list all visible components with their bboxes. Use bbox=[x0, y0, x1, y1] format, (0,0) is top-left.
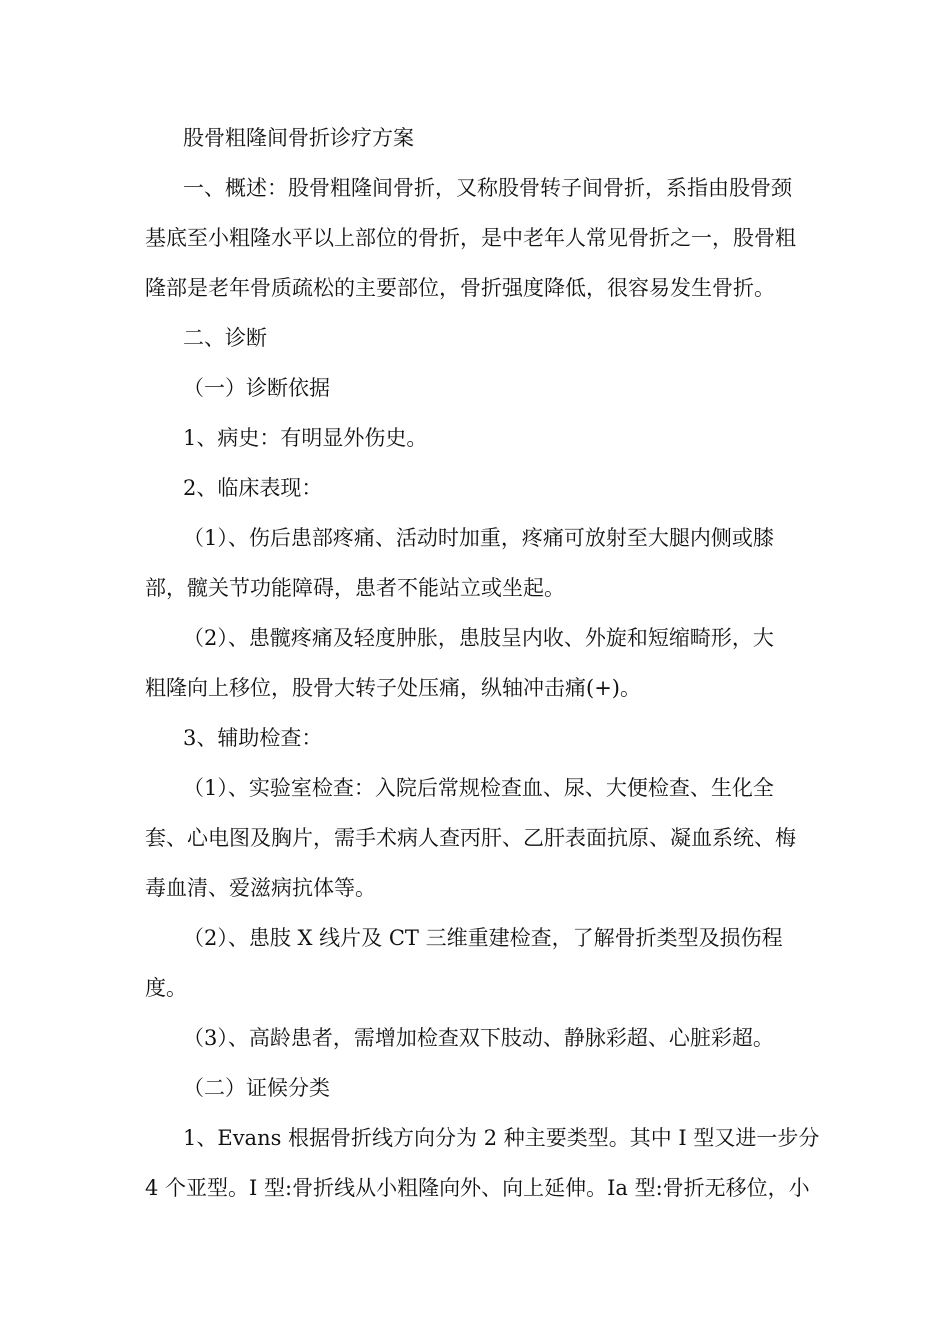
document-title: 股骨粗隆间骨折诊疗方案 bbox=[183, 126, 414, 150]
paragraph-line: 粗隆向上移位，股骨大转子处压痛，纵轴冲击痛(+)。 bbox=[145, 676, 641, 700]
paragraph-line: （2）、患肢 X 线片及 CT 三维重建检查，了解骨折类型及损伤程 bbox=[183, 926, 783, 950]
paragraph-line: 隆部是老年骨质疏松的主要部位，骨折强度降低，很容易发生骨折。 bbox=[145, 276, 775, 300]
paragraph-line: 部，髋关节功能障碍，患者不能站立或坐起。 bbox=[145, 576, 565, 600]
paragraph-line: 毒血清、爱滋病抗体等。 bbox=[145, 876, 376, 900]
subsection-heading: （一）诊断依据 bbox=[183, 376, 330, 400]
paragraph-line: 一、概述：股骨粗隆间骨折，又称股骨转子间骨折，系指由股骨颈 bbox=[183, 176, 792, 200]
paragraph-line: （1）、实验室检查：入院后常规检查血、尿、大便检查、生化全 bbox=[183, 776, 774, 800]
paragraph-line: 基底至小粗隆水平以上部位的骨折，是中老年人常见骨折之一，股骨粗 bbox=[145, 226, 796, 250]
paragraph-line: 度。 bbox=[145, 976, 187, 1000]
paragraph-line: 2、临床表现： bbox=[183, 476, 323, 500]
paragraph-line: 3、辅助检查： bbox=[183, 726, 323, 750]
paragraph-line: 1、病史：有明显外伤史。 bbox=[183, 426, 428, 450]
paragraph-line: 4 个亚型。I 型:骨折线从小粗隆向外、向上延伸。Ia 型:骨折无移位，小 bbox=[145, 1176, 810, 1200]
paragraph-line: （1）、伤后患部疼痛、活动时加重，疼痛可放射至大腿内侧或膝 bbox=[183, 526, 774, 550]
section-heading: 二、诊断 bbox=[183, 326, 267, 350]
subsection-heading: （二）证候分类 bbox=[183, 1076, 330, 1100]
document-body bbox=[145, 118, 820, 1218]
paragraph-line: （2）、患髋疼痛及轻度肿胀，患肢呈内收、外旋和短缩畸形，大 bbox=[183, 626, 774, 650]
paragraph-line: 套、心电图及胸片，需手术病人查丙肝、乙肝表面抗原、凝血系统、梅 bbox=[145, 826, 796, 850]
paragraph-line: （3）、高龄患者，需增加检查双下肢动、静脉彩超、心脏彩超。 bbox=[183, 1026, 774, 1050]
paragraph-line: 1、Evans 根据骨折线方向分为 2 种主要类型。其中 I 型又进一步分 bbox=[183, 1126, 820, 1150]
